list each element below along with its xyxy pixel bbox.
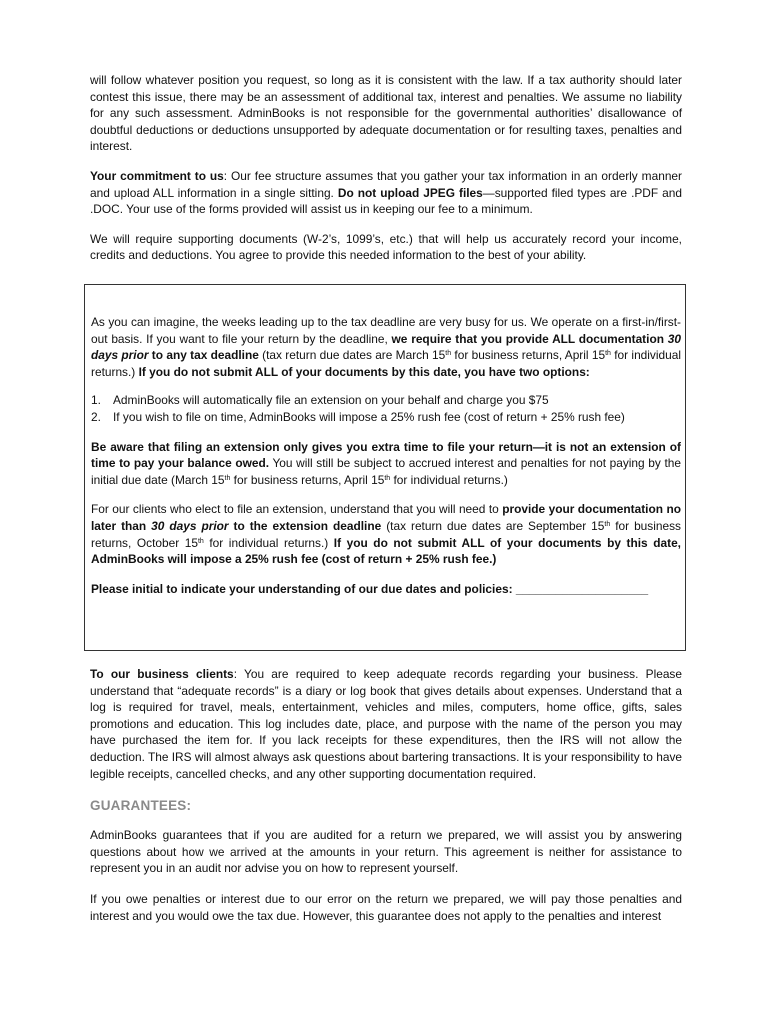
commitment-lead: Your commitment to us [90,168,224,183]
document-top-section [90,72,682,264]
deadline-intro-paragraph: As you can imagine, the weeks leading up to the tax deadline are very busy for us. We operate on a first-in/first-out basis. If you want to file your return by the deadline, we require that you provide ALL documentation 30 days prior to any tax deadline (tax return due dates are March 15th for business returns, April 15th for individual returns.) If you do not submit ALL of your documents by this date, you have two options: [91,315,681,379]
business-clients-paragraph: To our business clients: You are required to keep adequate records regarding your business. Please understand that “adequate records” is a diary or log book that gives details about expenses. Understand that a log is required for travel, meals, entertainment, vehicles and miles, computers, home office, gifts, sales promotions and education. This log includes date, place, and purpose with the name of the person you may have purchased the item for. If you lack receipts for these expenditures, then the IRS will not allow the deduction. The IRS will almost always ask questions about bartering transactions. It is your responsibility to have legible receipts, cancelled checks, and any other supporting documentation required. [90,667,682,781]
commitment-paragraph: Your commitment to us: Our fee structure assumes that you gather your tax information in an orderly manner and upload ALL information in a single sitting. Do not upload JPEG files—supported filed types are .PDF and .DOC. Your use of the forms provided will assist us in keeping our fee to a minimum. [90,168,683,217]
business-clients-lead: To our business clients [90,667,234,681]
guarantees-heading: GUARANTEES: [90,798,192,814]
extension-warning-paragraph: Be aware that filing an extension only gives you extra time to file your return—it is not an extension of time to pay your balance owed. You will still be subject to accrued interest and penalties for not paying by the initial due date (March 15th for business returns, April 15th for individual returns.) [91,439,681,487]
list-item: 2. If you wish to file on time, AdminBooks will impose a 25% rush fee (cost of return + 25% rush fee) [91,409,625,424]
jpeg-warning: Do not upload JPEG files [337,185,483,200]
deadline-policy-box [84,284,686,651]
document-bottom-section [90,666,682,924]
liability-paragraph: will follow whatever position you request, so long as it is consistent with the law. If a tax authority should later contest this issue, there may be an assessment of additional tax, interest and penalties. We assume no liability for any such assessment. AdminBooks is not responsible for the governmental authorities’ disallowance of doubtful deductions or deductions unsupported by adequate documentation or for resulting taxes, penalties and interest. [90,73,682,154]
options-list [91,392,681,425]
audit-guarantee-paragraph: AdminBooks guarantees that if you are audited for a return we prepared, we will assist you by answering questions about how we arrived at the amounts in your return. This agreement is neither for assistance to represent you in an audit nor advise you on how to represent yourself. [90,828,682,876]
list-item: 1. AdminBooks will automatically file an extension on your behalf and charge you $75 [91,393,549,408]
supporting-documents-paragraph: We will require supporting documents (W-2’s, 1099’s, etc.) that will help us accurately record your income, credits and deductions. You agree to provide this needed information to the best of your ability. [90,231,682,263]
penalty-guarantee-paragraph: If you owe penalties or interest due to our error on the return we prepared, we will pay those penalties and interest and you would owe the tax due. However, this guarantee does not apply to the penalties and interest [90,891,682,923]
initial-line[interactable]: Please initial to indicate your understanding of our due dates and policies: ____________________ [91,581,649,596]
extension-clients-paragraph: For our clients who elect to file an extension, understand that you will need to provide your documentation no later than 30 days prior to the extension deadline (tax return due dates are September 15th for business returns, October 15th for individual returns.) If you do not submit ALL of your documents by this date, AdminBooks will impose a 25% rush fee (cost of return + 25% rush fee.) [91,502,681,567]
